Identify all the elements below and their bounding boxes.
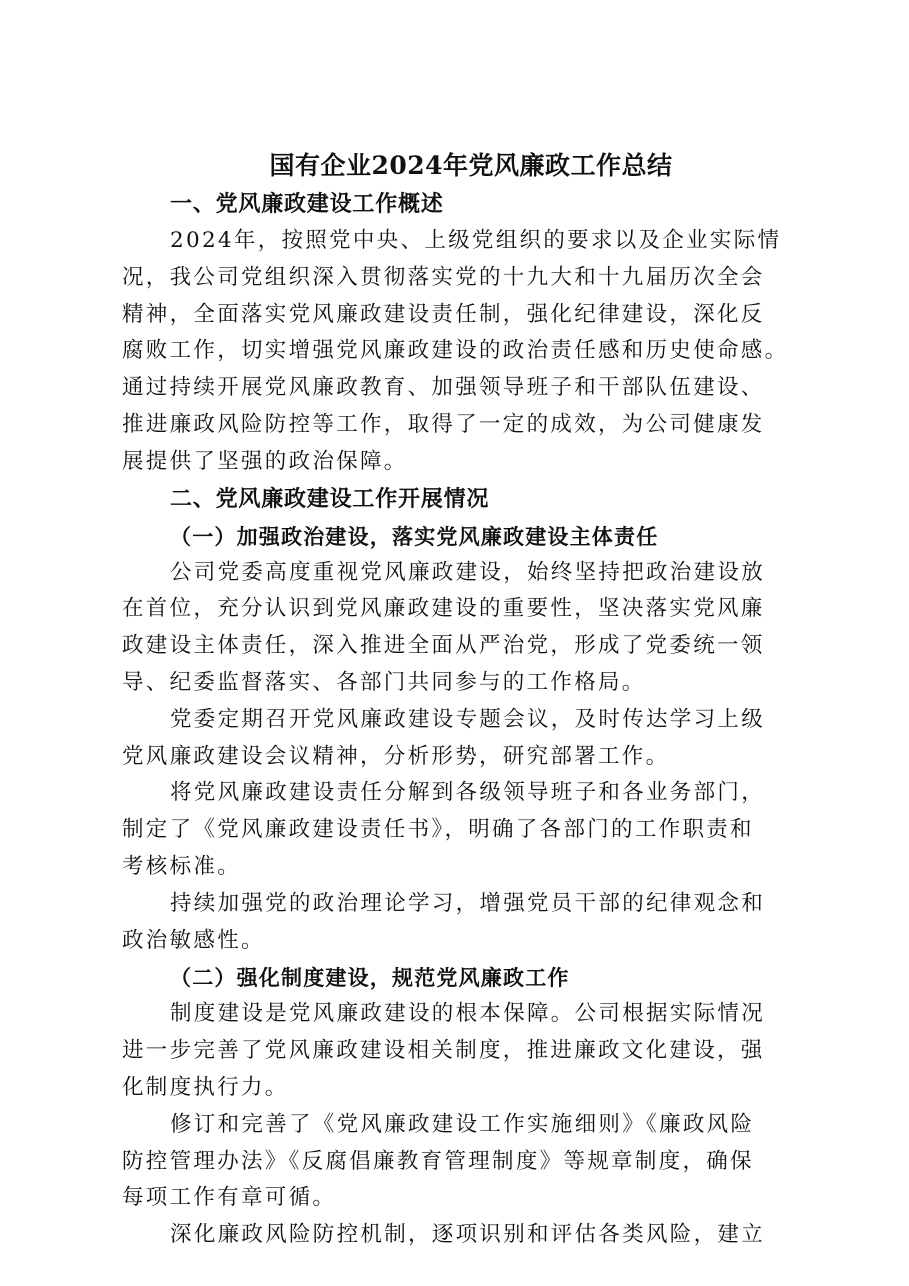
text-line: 持续加强党的政治理论学习，增强党员干部的纪律观念和 (170, 890, 766, 916)
text-line: 2024年，按照党中央、上级党组织的要求以及企业实际情 (170, 228, 782, 253)
text-line: 政建设主体责任，深入推进全面从严治党，形成了党委统一领 (122, 633, 765, 659)
political-paragraph-2 (122, 702, 800, 776)
text-line: 政治敏感性。 (122, 927, 265, 953)
subsection-heading-political: （一）加强政治建设，落实党风廉政建设主体责任 (170, 523, 659, 549)
text-line: 推进廉政风险防控等工作，取得了一定的成效，为公司健康发 (122, 411, 765, 437)
subsection-heading-system: （二）强化制度建设，规范党风廉政工作 (170, 965, 570, 991)
text-line: 修订和完善了《党风廉政建设工作实施细则》《廉政风险 (170, 1111, 755, 1137)
text-line: 公司党委高度重视党风廉政建设，始终坚持把政治建设放 (170, 559, 766, 585)
text-line: 考核标准。 (122, 853, 242, 879)
text-line: 化制度执行力。 (122, 1074, 289, 1100)
text-line: 深化廉政风险防控机制，逐项识别和评估各类风险，建立 (170, 1222, 766, 1248)
system-paragraph-2 (122, 1107, 800, 1217)
text-line: 况，我公司党组织深入贯彻落实党的十九大和十九届历次全会 (122, 264, 765, 290)
text-line: 导、纪委监督落实、各部门共同参与的工作格局。 (122, 669, 646, 695)
section-heading-progress: 二、党风廉政建设工作开展情况 (170, 485, 490, 512)
system-paragraph-3 (122, 1217, 800, 1254)
text-line: 通过持续开展党风廉政教育、加强领导班子和干部队伍建设、 (122, 375, 765, 401)
political-paragraph-3 (122, 775, 800, 885)
text-line: 展提供了坚强的政治保障。 (122, 448, 408, 474)
political-paragraph-1 (122, 555, 800, 702)
overview-paragraph (122, 223, 800, 481)
text-line: 党风廉政建设会议精神，分析形势，研究部署工作。 (122, 743, 670, 769)
section-heading-overview: 一、党风廉政建设工作概述 (170, 191, 444, 217)
document-title: 国有企业2024年党风廉政工作总结 (269, 151, 673, 180)
document-body (122, 146, 800, 1254)
text-line: 每项工作有章可循。 (122, 1185, 337, 1211)
text-line: 腐败工作，切实增强党风廉政建设的政治责任感和历史使命感。 (122, 338, 789, 364)
text-line: 防控管理办法》《反腐倡廉教育管理制度》等规章制度，确保 (122, 1148, 754, 1174)
text-line: 党委定期召开党风廉政建设专题会议，及时传达学习上级 (170, 706, 766, 732)
text-line: 制度建设是党风廉政建设的根本保障。公司根据实际情况 (170, 1001, 766, 1027)
text-line: 进一步完善了党风廉政建设相关制度，推进廉政文化建设，强 (122, 1038, 765, 1064)
text-line: 将党风廉政建设责任分解到各级领导班子和各业务部门， (170, 780, 766, 806)
text-line: 精神，全面落实党风廉政建设责任制，强化纪律建设，深化反 (122, 301, 765, 327)
system-paragraph-1 (122, 996, 800, 1106)
text-line: 在首位，充分认识到党风廉政建设的重要性，坚决落实党风廉 (122, 596, 765, 622)
text-line: 制定了《党风廉政建设责任书》，明确了各部门的工作职责和 (122, 817, 754, 843)
political-paragraph-4 (122, 886, 800, 960)
